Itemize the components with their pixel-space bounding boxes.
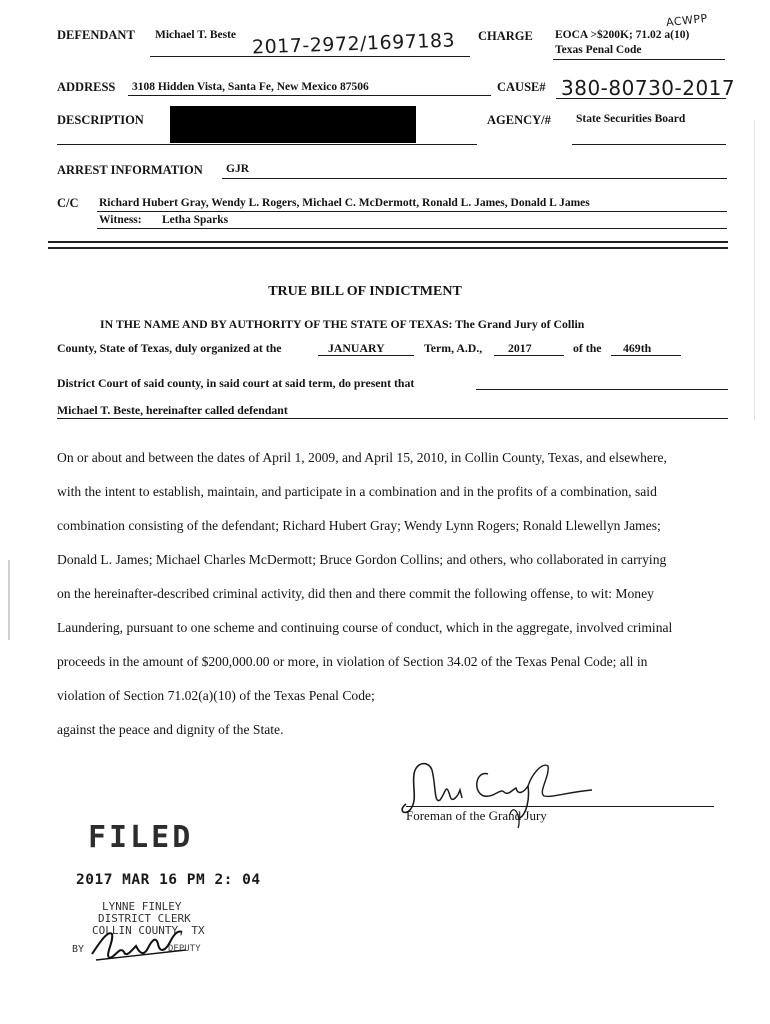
clerk-county: COLLIN COUNTY, TX	[92, 924, 205, 937]
deputy-signature	[86, 920, 196, 966]
scan-edge-mark-right	[754, 120, 755, 420]
filed-stamp: FILED	[88, 820, 194, 855]
clerk-name: LYNNE FINLEY	[102, 900, 182, 913]
agency-value: State Securities Board	[576, 113, 686, 125]
term-month: JANUARY	[328, 341, 385, 355]
preamble-line-1: IN THE NAME AND BY AUTHORITY OF THE STATE OF TEXAS: The Grand Jury of Collin	[100, 317, 585, 331]
body-line-2: with the intent to establish, maintain, and participate in a combination and in the profits of a combination, said	[57, 484, 657, 499]
clerk-title: DISTRICT CLERK	[98, 912, 191, 925]
deputy-label: DEPUTY	[168, 944, 201, 954]
cause-label: CAUSE#	[497, 80, 546, 94]
separator-double-bottom	[48, 247, 728, 249]
preamble-county-text: County, State of Texas, duly organized at the	[57, 341, 282, 355]
witness-name: Letha Sparks	[162, 214, 229, 226]
filed-datetime: 2017 MAR 16 PM 2: 04	[76, 872, 261, 888]
body-line-3: combination consisting of the defendant; Richard Hubert Gray; Wendy Lynn Rogers; Ronald Llewellyn James;	[57, 518, 661, 533]
body-line-1: On or about and between the dates of April 1, 2009, and April 15, 2010, in Collin County, Texas, and elsewhere,	[57, 450, 667, 465]
agency-label: AGENCY/#	[487, 113, 551, 127]
charge-line-2: Texas Penal Code	[555, 44, 642, 56]
address-label: ADDRESS	[57, 80, 116, 94]
document-title: TRUE BILL OF INDICTMENT	[268, 284, 462, 299]
foreman-label: Foreman of the Grand Jury	[406, 808, 547, 823]
charge-label: CHARGE	[478, 29, 533, 43]
cc-label: C/C	[57, 196, 79, 210]
body-line-7: proceeds in the amount of $200,000.00 or more, in violation of Section 34.02 of the Texas Penal Code; all in	[57, 654, 648, 669]
term-text: Term, A.D.,	[424, 341, 483, 355]
charge-line-1: EOCA >$200K; 71.02 a(10)	[555, 29, 690, 41]
preamble-line-4: Michael T. Beste, hereinafter called defendant	[57, 403, 288, 417]
defendant-name: Michael T. Beste	[155, 29, 237, 41]
of-the-text: of the	[573, 341, 602, 355]
body-line-6: Laundering, pursuant to one scheme and continuing course of conduct, which in the aggregate, involved criminal	[57, 620, 673, 635]
district-number: 469th	[623, 341, 652, 355]
separator-double-top	[48, 241, 728, 243]
defendant-numbers-handwritten: 2017-2972/1697183	[251, 29, 456, 59]
arrest-info-value: GJR	[226, 163, 249, 175]
arrest-info-label: ARREST INFORMATION	[57, 163, 203, 177]
charge-initials: ACWPP	[665, 11, 709, 30]
term-year: 2017	[508, 341, 532, 355]
redaction-block	[170, 106, 416, 143]
cause-number-handwritten: 380-80730-2017	[561, 76, 736, 100]
cc-names: Richard Hubert Gray, Wendy L. Rogers, Michael C. McDermott, Ronald L. James, Donald L James	[99, 197, 590, 209]
scan-edge-mark	[8, 560, 10, 640]
preamble-line-3: District Court of said county, in said court at said term, do present that	[57, 376, 415, 390]
body-line-9: against the peace and dignity of the State.	[57, 722, 284, 737]
witness-label: Witness:	[99, 214, 142, 226]
description-label: DESCRIPTION	[57, 113, 144, 127]
by-label: BY	[72, 944, 85, 955]
defendant-label: DEFENDANT	[57, 28, 135, 42]
body-line-8: violation of Section 71.02(a)(10) of the Texas Penal Code;	[57, 688, 375, 703]
address-value: 3108 Hidden Vista, Santa Fe, New Mexico 87506	[132, 81, 369, 93]
body-line-5: on the hereinafter-described criminal activity, did then and there commit the following offense, to wit: Money	[57, 586, 654, 601]
body-line-4: Donald L. James; Michael Charles McDermott; Bruce Gordon Collins; and others, who collaborated in carrying	[57, 552, 667, 567]
